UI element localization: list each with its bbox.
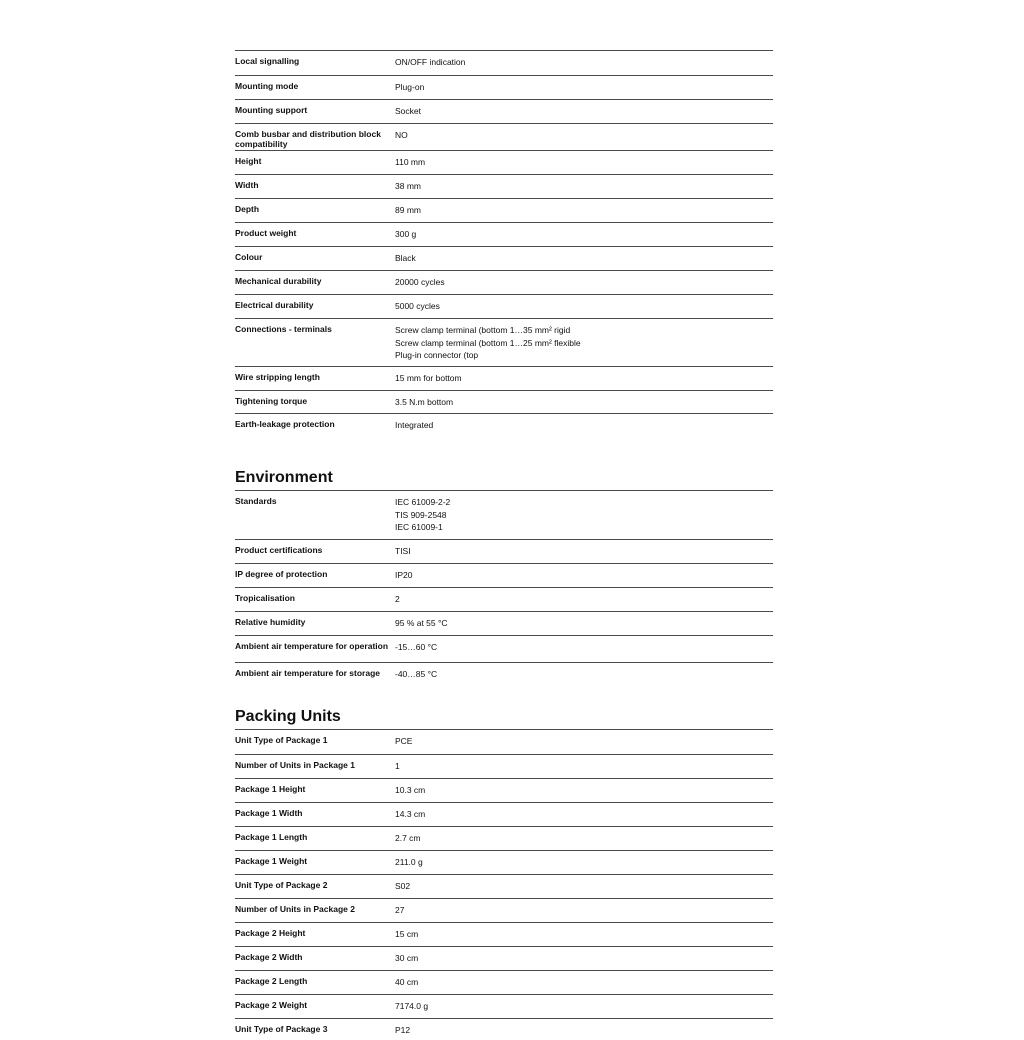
- spec-label: Height: [235, 156, 262, 166]
- spec-row: [235, 994, 773, 1018]
- spec-label: Wire stripping length: [235, 372, 320, 382]
- spec-row: [235, 826, 773, 850]
- spec-row: [235, 366, 773, 390]
- spec-label: Colour: [235, 252, 263, 262]
- spec-label: IP degree of protection: [235, 569, 328, 579]
- spec-label: Number of Units in Package 1: [235, 760, 355, 770]
- spec-label: Mechanical durability: [235, 276, 322, 286]
- spec-value: IP20: [395, 570, 413, 580]
- section-title: Environment: [235, 469, 333, 486]
- spec-value: Screw clamp terminal (bottom 1…35 mm² rigid Screw clamp terminal (bottom 1…25 mm² flexible Plug-in connector (top: [395, 325, 581, 360]
- spec-label: Electrical durability: [235, 300, 314, 310]
- spec-section-general: [235, 50, 773, 437]
- spec-row: [235, 754, 773, 778]
- spec-label: Product certifications: [235, 545, 323, 555]
- spec-row: [235, 1018, 773, 1040]
- spec-value: 27: [395, 905, 405, 915]
- spec-label: Tightening torque: [235, 396, 308, 406]
- spec-value: 3.5 N.m bottom: [395, 397, 454, 407]
- spec-value: NO: [395, 130, 408, 140]
- spec-label: Product weight: [235, 228, 297, 238]
- spec-label: Tropicalisation: [235, 593, 295, 603]
- spec-value: PCE: [395, 736, 413, 746]
- spec-label: Standards: [235, 496, 277, 506]
- spec-value: P12: [395, 1025, 411, 1035]
- spec-section-environment: [235, 464, 773, 689]
- spec-label: Mounting mode: [235, 81, 299, 91]
- spec-label: Package 1 Width: [235, 808, 303, 818]
- spec-label: Width: [235, 180, 259, 190]
- spec-value: 40 cm: [395, 977, 419, 987]
- spec-value: 7174.0 g: [395, 1001, 429, 1011]
- spec-value: 20000 cycles: [395, 277, 445, 287]
- spec-label: Connections - terminals: [235, 324, 332, 334]
- spec-value: 110 mm: [395, 157, 426, 167]
- spec-row: [235, 99, 773, 123]
- spec-value: -40…85 °C: [395, 669, 438, 679]
- spec-label: Package 2 Weight: [235, 1000, 308, 1010]
- spec-row: [235, 563, 773, 587]
- spec-row: [235, 123, 773, 150]
- spec-row: [235, 222, 773, 246]
- spec-row: [235, 850, 773, 874]
- spec-row: [235, 898, 773, 922]
- spec-row: [235, 246, 773, 270]
- spec-value: 2.7 cm: [395, 833, 421, 843]
- spec-row: [235, 294, 773, 318]
- spec-label: Package 2 Width: [235, 952, 303, 962]
- spec-label: Ambient air temperature for operation: [235, 641, 389, 651]
- spec-label: Package 1 Weight: [235, 856, 308, 866]
- spec-value: 95 % at 55 °C: [395, 618, 448, 628]
- spec-row: [235, 198, 773, 222]
- spec-value: 1: [395, 761, 400, 771]
- spec-label: Depth: [235, 204, 260, 214]
- spec-label: Package 1 Height: [235, 784, 306, 794]
- spec-row: [235, 730, 773, 754]
- spec-value: 38 mm: [395, 181, 421, 191]
- spec-label: Mounting support: [235, 105, 308, 115]
- spec-value: 89 mm: [395, 205, 421, 215]
- spec-label: Relative humidity: [235, 617, 306, 627]
- spec-row: [235, 318, 773, 366]
- spec-row: [235, 874, 773, 898]
- spec-row: [235, 390, 773, 413]
- spec-label: Package 1 Length: [235, 832, 308, 842]
- spec-value: Black: [395, 253, 416, 263]
- spec-value: 2: [395, 594, 400, 604]
- spec-row: [235, 413, 773, 437]
- spec-row: [235, 611, 773, 635]
- spec-value: 300 g: [395, 229, 417, 239]
- spec-row: [235, 587, 773, 611]
- spec-label: Unit Type of Package 1: [235, 735, 328, 745]
- spec-value: 211.0 g: [395, 857, 423, 867]
- spec-label: Number of Units in Package 2: [235, 904, 355, 914]
- spec-value: Integrated: [395, 420, 434, 430]
- spec-value: 10.3 cm: [395, 785, 426, 795]
- spec-value: 5000 cycles: [395, 301, 440, 311]
- spec-row: [235, 270, 773, 294]
- spec-section-packing-units: [235, 703, 773, 1040]
- section-title: Packing Units: [235, 708, 341, 725]
- spec-value: -15…60 °C: [395, 642, 438, 652]
- spec-row: [235, 802, 773, 826]
- spec-label: Package 2 Length: [235, 976, 308, 986]
- spec-row: [235, 51, 773, 75]
- spec-label: Unit Type of Package 2: [235, 880, 328, 890]
- spec-label: Comb busbar and distribution block compatibility: [235, 129, 381, 149]
- spec-value: Socket: [395, 106, 421, 116]
- spec-row: [235, 970, 773, 994]
- spec-row: [235, 539, 773, 563]
- spec-value: ON/OFF indication: [395, 57, 466, 67]
- spec-value: 15 cm: [395, 929, 419, 939]
- spec-sheet: [235, 50, 773, 1040]
- spec-row: [235, 778, 773, 802]
- spec-value: S02: [395, 881, 411, 891]
- spec-value: 30 cm: [395, 953, 419, 963]
- spec-row: [235, 491, 773, 539]
- spec-label: Local signalling: [235, 56, 300, 66]
- spec-label: Unit Type of Package 3: [235, 1024, 328, 1034]
- spec-label: Ambient air temperature for storage: [235, 668, 381, 678]
- spec-row: [235, 946, 773, 970]
- spec-label: Earth-leakage protection: [235, 419, 335, 429]
- spec-row: [235, 635, 773, 662]
- spec-row: [235, 75, 773, 99]
- spec-value: 14.3 cm: [395, 809, 426, 819]
- spec-value: TISI: [395, 546, 411, 556]
- spec-row: [235, 922, 773, 946]
- spec-value: IEC 61009-2-2 TIS 909-2548 IEC 61009-1: [395, 497, 451, 532]
- spec-value: Plug-on: [395, 82, 425, 92]
- spec-label: Package 2 Height: [235, 928, 306, 938]
- spec-value: 15 mm for bottom: [395, 373, 462, 383]
- spec-row: [235, 174, 773, 198]
- spec-row: [235, 662, 773, 689]
- spec-row: [235, 150, 773, 174]
